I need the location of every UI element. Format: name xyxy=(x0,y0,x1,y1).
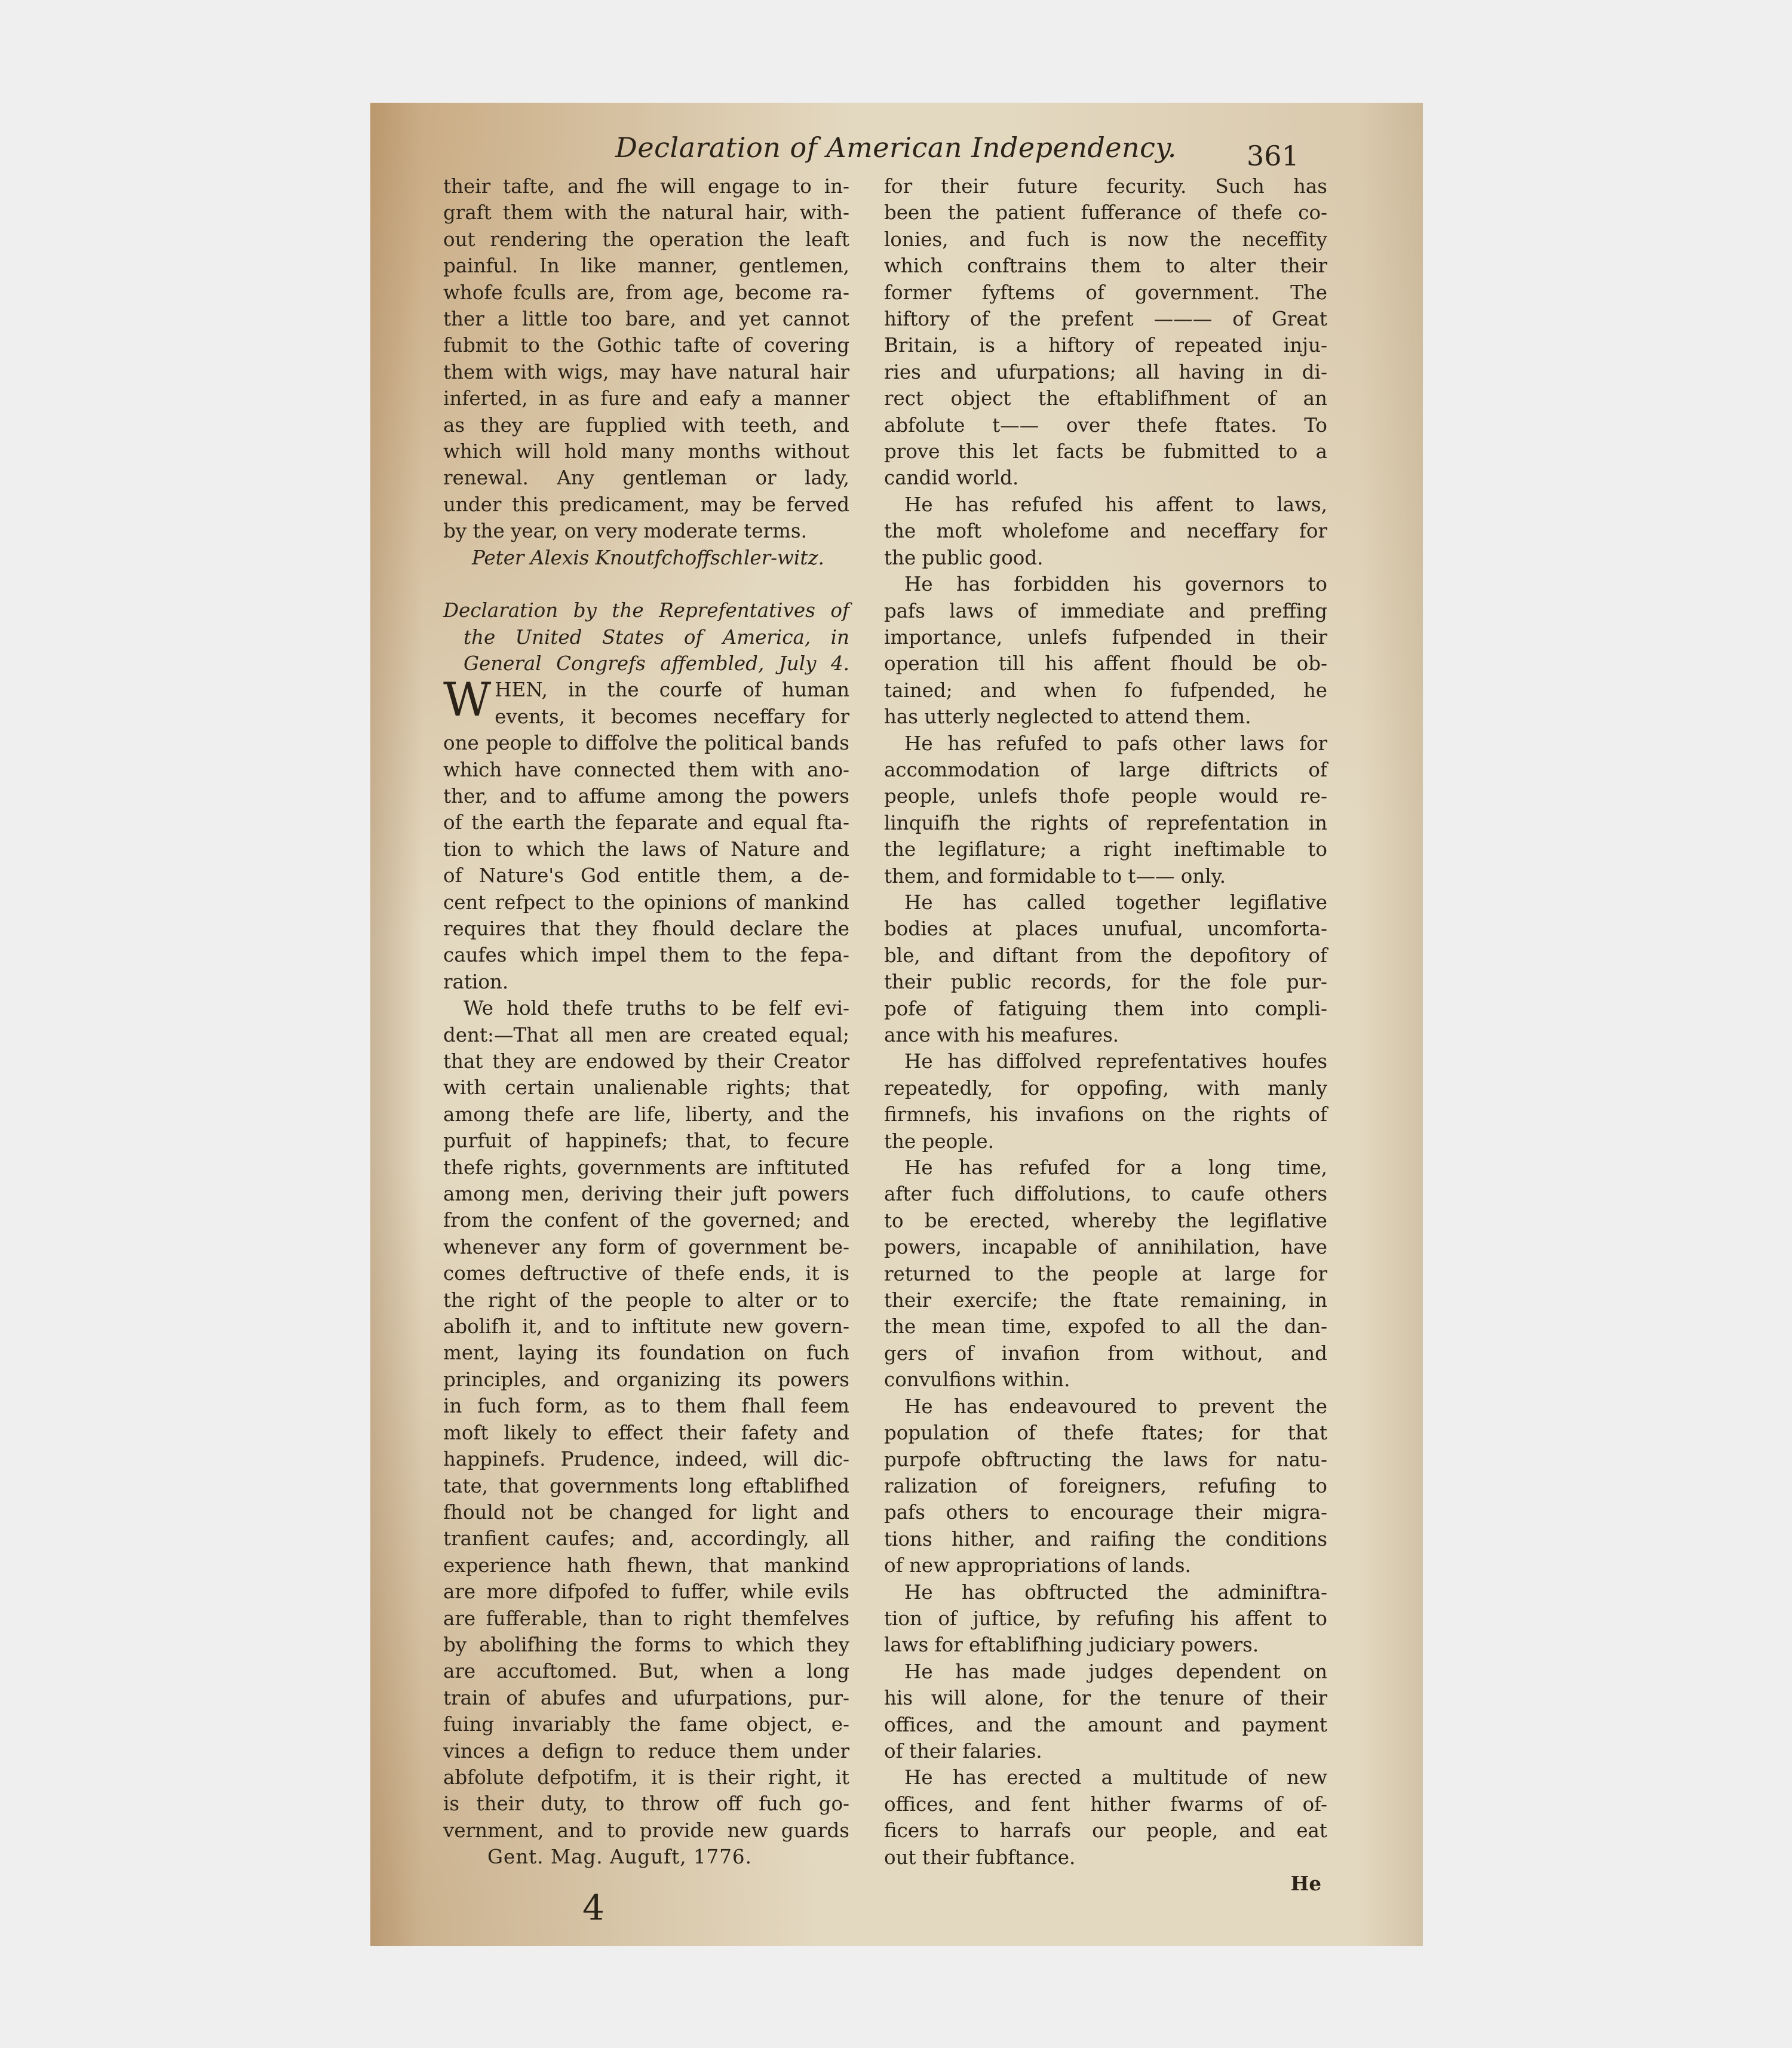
magazine-footer: Gent. Mag. Auguft, 1776. xyxy=(487,1846,752,1869)
paragraph xyxy=(884,571,1327,730)
paragraph xyxy=(884,492,1327,571)
text-line: He has made judges dependent on xyxy=(904,1660,1327,1683)
document-page xyxy=(370,103,1423,1946)
text-line: ries and ufurpations; all having in di- xyxy=(884,360,1327,383)
text-line: moft likely to effect their fafety and xyxy=(443,1421,849,1444)
text-line: whenever any form of government be- xyxy=(443,1235,849,1258)
text-line: ment, laying its foundation on fuch xyxy=(443,1341,849,1365)
text-line: He has forbidden his governors to xyxy=(904,573,1327,596)
text-line: He has diffolved reprefentatives houfes xyxy=(904,1050,1327,1073)
text-line: people, unlefs thofe people would re- xyxy=(884,785,1327,808)
paragraph xyxy=(884,1393,1327,1579)
text-line: Britain, is a hiftory of repeated inju- xyxy=(884,334,1327,357)
text-line: cent refpect to the opinions of mankind xyxy=(443,891,849,914)
text-line: the people. xyxy=(884,1129,994,1153)
text-line: whofe fculls are, from age, become ra- xyxy=(443,281,849,304)
text-line: former fyftems of government. The xyxy=(884,281,1327,304)
text-line: the public good. xyxy=(884,546,1044,569)
paragraph xyxy=(884,1579,1327,1659)
text-line: events, it becomes neceffary for xyxy=(495,705,849,728)
paragraph xyxy=(884,1048,1327,1155)
intro-paragraph xyxy=(443,173,849,545)
text-line: is their duty, to throw off fuch go- xyxy=(443,1792,849,1816)
header-title: Declaration of American Independency. xyxy=(615,131,1177,164)
text-line: their exercife; the ftate remaining, in xyxy=(884,1289,1327,1312)
running-header xyxy=(370,131,1423,179)
text-line: gers of invafion from without, and xyxy=(884,1341,1327,1365)
text-line: offices, and fent hither fwarms of of- xyxy=(884,1792,1327,1816)
text-line: vinces a defign to reduce them under xyxy=(443,1739,849,1763)
right-column xyxy=(884,173,1327,1897)
text-line: rect object the eftablifhment of an xyxy=(884,387,1327,410)
text-line: thefe rights, governments are inftituted xyxy=(443,1156,849,1179)
text-line: as they are fupplied with teeth, and xyxy=(443,413,849,437)
text-line: fhould not be changed for light and xyxy=(443,1500,849,1524)
signature-mark: 4 xyxy=(582,1887,605,1928)
text-line: one people to diffolve the political bands xyxy=(443,732,849,755)
text-line: HEN, in the courfe of human xyxy=(495,678,849,702)
text-line: tion to which the laws of Nature and xyxy=(443,837,849,861)
text-line: He has endeavoured to prevent the xyxy=(904,1395,1327,1418)
text-line: bodies at places unufual, uncomforta- xyxy=(884,917,1327,941)
drop-cap: W xyxy=(443,673,492,727)
paragraph xyxy=(884,730,1327,889)
text-line: from the confent of the governed; and xyxy=(443,1209,849,1232)
text-line: abolifh it, and to inftitute new govern- xyxy=(443,1315,849,1338)
text-line: which have connected them with ano- xyxy=(443,758,849,781)
text-line: among men, deriving their juft powers xyxy=(443,1183,849,1206)
text-line: ther, and to affume among the powers xyxy=(443,784,849,807)
text-line: requires that they fhould declare the xyxy=(443,917,849,940)
text-line: returned to the people at large for xyxy=(884,1262,1327,1285)
text-line: out rendering the operation the leaft xyxy=(443,228,849,251)
text-line: to be erected, whereby the legiflative xyxy=(884,1209,1327,1232)
text-line: fuing invariably the fame object, e- xyxy=(443,1713,849,1736)
text-line: train of abufes and ufurpations, pur- xyxy=(443,1686,849,1709)
text-line: are accuftomed. But, when a long xyxy=(443,1660,849,1683)
text-line: among thefe are life, liberty, and the xyxy=(443,1103,849,1126)
text-line: tained; and when fo fufpended, he xyxy=(884,678,1327,702)
text-line: operation till his affent fhould be ob- xyxy=(884,652,1327,675)
declaration-title xyxy=(443,597,849,677)
text-line: tion of juftice, by refufing his affent to xyxy=(884,1607,1327,1630)
text-line: He has refufed his affent to laws, xyxy=(904,493,1327,516)
text-line: He has refufed for a long time, xyxy=(904,1156,1327,1180)
text-line: the legiflature; a right ineftimable to xyxy=(884,838,1327,861)
text-line: candid world. xyxy=(884,466,1019,490)
declaration-title-line: Declaration by the Reprefentatives of xyxy=(443,599,849,622)
text-line: offices, and the amount and payment xyxy=(884,1713,1327,1736)
text-line: He has erected a multitude of new xyxy=(904,1766,1327,1789)
text-line: ther a little too bare, and yet cannot xyxy=(443,308,849,331)
paragraph xyxy=(884,173,1327,492)
text-line: hiftory of the prefent ——— of Great xyxy=(884,308,1327,331)
text-line: experience hath fhewn, that mankind xyxy=(443,1553,849,1577)
text-line: are more difpofed to fuffer, while evils xyxy=(443,1580,849,1604)
text-line: ralization of foreigners, refufing to xyxy=(884,1474,1327,1497)
text-line: by abolifhing the forms to which they xyxy=(443,1633,849,1656)
text-line: abfolute defpotifm, it is their right, it xyxy=(443,1765,849,1789)
text-line: in fuch form, as to them fhall feem xyxy=(443,1395,849,1418)
text-line: lonies, and fuch is now the neceffity xyxy=(884,228,1327,251)
text-line: which conftrains them to alter their xyxy=(884,254,1327,278)
paragraph xyxy=(884,1659,1327,1765)
text-line: repeatedly, for oppofing, with manly xyxy=(884,1076,1327,1100)
text-line: linquifh the rights of reprefentation in xyxy=(884,811,1327,834)
text-line: painful. In like manner, gentlemen, xyxy=(443,254,849,278)
paragraph xyxy=(884,1155,1327,1393)
text-line: that they are endowed by their Creator xyxy=(443,1050,849,1073)
text-line: graft them with the natural hair, with- xyxy=(443,201,849,225)
truths-paragraph xyxy=(443,995,849,1844)
text-line: after fuch diffolutions, to caufe others xyxy=(884,1183,1327,1206)
text-line: the right of the people to alter or to xyxy=(443,1288,849,1312)
text-line: accommodation of large diftricts of xyxy=(884,758,1327,781)
paragraph xyxy=(884,1764,1327,1871)
text-line: He has obftructed the adminiftra- xyxy=(904,1580,1327,1604)
text-line: principles, and organizing its powers xyxy=(443,1368,849,1391)
text-line: their tafte, and fhe will engage to in- xyxy=(443,175,849,198)
text-line: for their future fecurity. Such has xyxy=(884,175,1327,198)
text-line: purpofe obftructing the laws for natu- xyxy=(884,1448,1327,1471)
text-line: He has called together legiflative xyxy=(904,891,1327,914)
paragraph xyxy=(884,889,1327,1048)
text-line: firmnefs, his invafions on the rights of xyxy=(884,1103,1327,1126)
text-line: abfolute t—— over thefe ftates. To xyxy=(884,413,1327,437)
text-line: importance, unlefs fufpended in their xyxy=(884,625,1327,649)
text-line: of new appropriations of lands. xyxy=(884,1554,1191,1577)
text-line: inferted, in as fure and eafy a manner xyxy=(443,387,849,410)
text-line: caufes which impel them to the fepa- xyxy=(443,944,849,967)
text-line: happinefs. Prudence, indeed, will dic- xyxy=(443,1448,849,1471)
text-line: We hold thefe truths to be felf evi- xyxy=(464,997,849,1020)
text-line: pofe of fatiguing them into compli- xyxy=(884,997,1327,1020)
text-line: He has refufed to pafs other laws for xyxy=(904,732,1327,755)
text-line: of Nature's God entitle them, a de- xyxy=(443,864,849,888)
text-line: renewal. Any gentleman or lady, xyxy=(443,466,849,490)
text-line: powers, incapable of annihilation, have xyxy=(884,1236,1327,1259)
text-line: vernment, and to provide new guards xyxy=(443,1819,849,1842)
text-line: dent:—That all men are created equal; xyxy=(443,1023,849,1046)
text-line: tate, that governments long eftablifhed xyxy=(443,1474,849,1497)
text-line: which will hold many months without xyxy=(443,440,849,463)
signature-line: Peter Alexis Knoutfchoffschler-witz. xyxy=(472,546,824,569)
text-line: prove this let facts be fubmitted to a xyxy=(884,440,1327,463)
text-line: of the earth the feparate and equal fta- xyxy=(443,811,849,834)
declaration-title-line: the United States of America, in xyxy=(464,625,849,649)
page-number: 361 xyxy=(1247,140,1299,172)
text-line: pafs laws of immediate and preffing xyxy=(884,599,1327,622)
text-line: convulfions within. xyxy=(884,1368,1070,1392)
text-line: their public records, for the fole pur- xyxy=(884,971,1327,994)
left-column xyxy=(443,173,849,1871)
text-line: the moft wholefome and neceffary for xyxy=(884,520,1327,543)
text-line: population of thefe ftates; for that xyxy=(884,1421,1327,1445)
text-line: fubmit to the Gothic tafte of covering xyxy=(443,334,849,357)
text-line: them, and formidable to t—— only. xyxy=(884,864,1226,888)
text-line: laws for eftablifhing judiciary powers. xyxy=(884,1634,1259,1657)
text-line: ration. xyxy=(443,970,509,993)
opening-paragraph xyxy=(443,673,849,995)
catchword: He xyxy=(1290,1872,1321,1895)
text-line: out their fubftance. xyxy=(884,1846,1076,1869)
text-line: ble, and diftant from the depofitory of xyxy=(884,944,1327,967)
text-line: ficers to harrafs our people, and eat xyxy=(884,1819,1327,1843)
text-line: tions hither, and raifing the conditions xyxy=(884,1527,1327,1550)
text-line: by the year, on very moderate terms. xyxy=(443,520,807,543)
text-line: been the patient fufferance of thefe co- xyxy=(884,201,1327,225)
text-line: them with wigs, may have natural hair xyxy=(443,360,849,383)
text-line: tranfient caufes; and, accordingly, all xyxy=(443,1527,849,1550)
text-line: has utterly neglected to attend them. xyxy=(884,705,1251,729)
text-line: ance with his meafures. xyxy=(884,1024,1119,1046)
text-line: with certain unalienable rights; that xyxy=(443,1076,849,1100)
text-line: are fufferable, than to right themfelves xyxy=(443,1607,849,1630)
text-line: the mean time, expofed to all the dan- xyxy=(884,1315,1327,1338)
text-line: comes deftructive of thefe ends, it is xyxy=(443,1262,849,1285)
declaration-title-line: General Congrefs affembled, July 4. xyxy=(464,652,849,675)
text-line: under this predicament, may be ferved xyxy=(443,493,849,516)
text-line: his will alone, for the tenure of their xyxy=(884,1687,1327,1710)
text-line: of their falaries. xyxy=(884,1739,1042,1763)
text-line: pafs others to encourage their migra- xyxy=(884,1501,1327,1524)
text-line: purfuit of happinefs; that, to fecure xyxy=(443,1129,849,1153)
